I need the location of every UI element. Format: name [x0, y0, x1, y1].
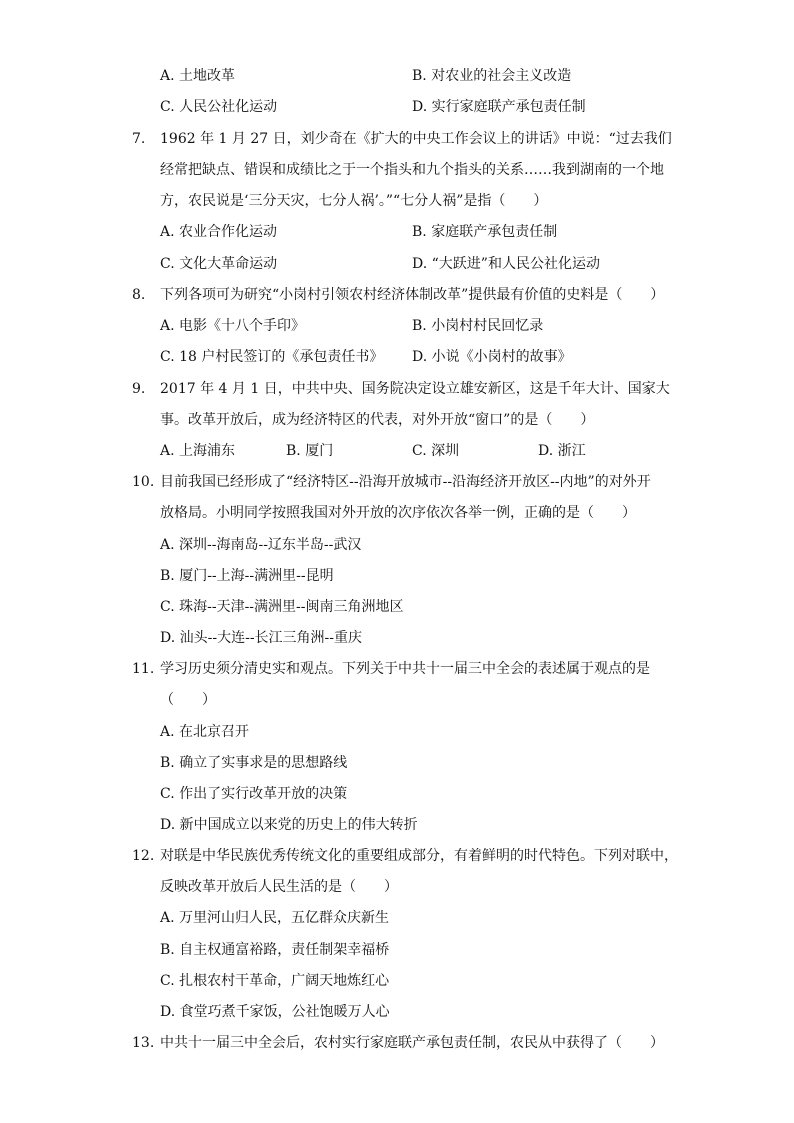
q9-option-b: B. 厦门	[286, 443, 334, 459]
q7-stem-line-1: 1962 年 1 月 27 日，刘少奇在《扩大的中央工作会议上的讲话》中说：“过去我们	[160, 131, 672, 147]
q7-stem-line-3: 方，农民说是‘三分天灾，七分人祸’。”“七分人祸”是指（ ）	[160, 193, 548, 209]
q9-number: 9.	[132, 381, 146, 397]
q11-number: 11.	[132, 661, 155, 677]
q8-option-b: B. 小岗村村民回忆录	[412, 318, 544, 334]
q12-stem-line-1: 对联是中华民族优秀传统文化的重要组成部分，有着鲜明的时代特色。下列对联中，	[160, 848, 678, 864]
q9-stem-line-1: 2017 年 4 月 1 日，中共中央、国务院决定设立雄安新区，这是千年大计、国家大	[160, 381, 670, 397]
q6-option-a: A. 土地改革	[160, 68, 236, 84]
q10-stem-line-2: 放格局。小明同学按照我国对外开放的次序依次各举一例，正确的是（ ）	[160, 505, 636, 521]
q8-number: 8.	[132, 287, 146, 303]
q11-stem-line-2: （ ）	[160, 692, 216, 708]
q8-option-d: D. 小说《小岗村的故事》	[412, 349, 572, 365]
q12-option-a: A. 万里河山归人民，五亿群众庆新生	[160, 910, 390, 926]
q7-option-c: C. 文化大革命运动	[160, 256, 278, 272]
q10-number: 10.	[132, 474, 155, 490]
q9-option-c: C. 深圳	[412, 443, 460, 459]
q8-option-a: A. 电影《十八个手印》	[160, 318, 306, 334]
q8-stem-line-1: 下列各项可为研究“小岗村引领农村经济体制改革”提供最有价值的史料是（ ）	[160, 287, 665, 303]
q7-number: 7.	[132, 131, 146, 147]
q12-option-b: B. 自主权通富裕路，责任制架幸福桥	[160, 942, 390, 958]
q6-option-b: B. 对农业的社会主义改造	[412, 68, 572, 84]
q11-option-a: A. 在北京召开	[160, 724, 250, 740]
q10-stem-line-1: 目前我国已经形成了“经济特区--沿海开放城市--沿海经济开放区--内地”的对外开	[160, 474, 651, 490]
q10-option-d: D. 汕头--大连--长江三角洲--重庆	[160, 630, 363, 646]
q11-option-d: D. 新中国成立以来党的历史上的伟大转折	[160, 817, 418, 833]
q6-option-d: D. 实行家庭联产承包责任制	[412, 99, 586, 115]
q13-stem-line-1: 中共十一届三中全会后，农村实行家庭联产承包责任制，农民从中获得了（ ）	[160, 1035, 664, 1051]
q11-option-c: C. 作出了实行改革开放的决策	[160, 786, 348, 802]
q7-option-b: B. 家庭联产承包责任制	[412, 224, 558, 240]
q13-number: 13.	[132, 1035, 155, 1051]
q10-option-b: B. 厦门--上海--满洲里--昆明	[160, 568, 334, 584]
q12-number: 12.	[132, 848, 155, 864]
q9-option-a: A. 上海浦东	[160, 443, 236, 459]
q11-stem-line-1: 学习历史须分清史实和观点。下列关于中共十一届三中全会的表述属于观点的是	[160, 661, 650, 677]
q6-option-c: C. 人民公社化运动	[160, 99, 278, 115]
q12-option-c: C. 扎根农村干革命，广阔天地炼红心	[160, 973, 390, 989]
q7-option-d: D. “大跃进”和人民公社化运动	[412, 256, 600, 272]
q7-option-a: A. 农业合作化运动	[160, 224, 278, 240]
q10-option-a: A. 深圳--海南岛--辽东半岛--武汉	[160, 537, 362, 553]
q8-option-c: C. 18 户村民签订的《承包责任书》	[160, 349, 384, 365]
q12-option-d: D. 食堂巧煮千家饭，公社饱暖万人心	[160, 1004, 390, 1020]
q9-stem-line-2: 事。改革开放后，成为经济特区的代表，对外开放“窗口”的是（ ）	[160, 412, 595, 428]
q9-option-d: D. 浙江	[538, 443, 586, 459]
q7-stem-line-2: 经常把缺点、错误和成绩比之于一个指头和九个指头的关系……我到湖南的一个地	[160, 162, 664, 178]
q11-option-b: B. 确立了实事求是的思想路线	[160, 755, 348, 771]
q12-stem-line-2: 反映改革开放后人民生活的是（ ）	[160, 879, 398, 895]
q10-option-c: C. 珠海--天津--满洲里--闽南三角洲地区	[160, 599, 404, 615]
